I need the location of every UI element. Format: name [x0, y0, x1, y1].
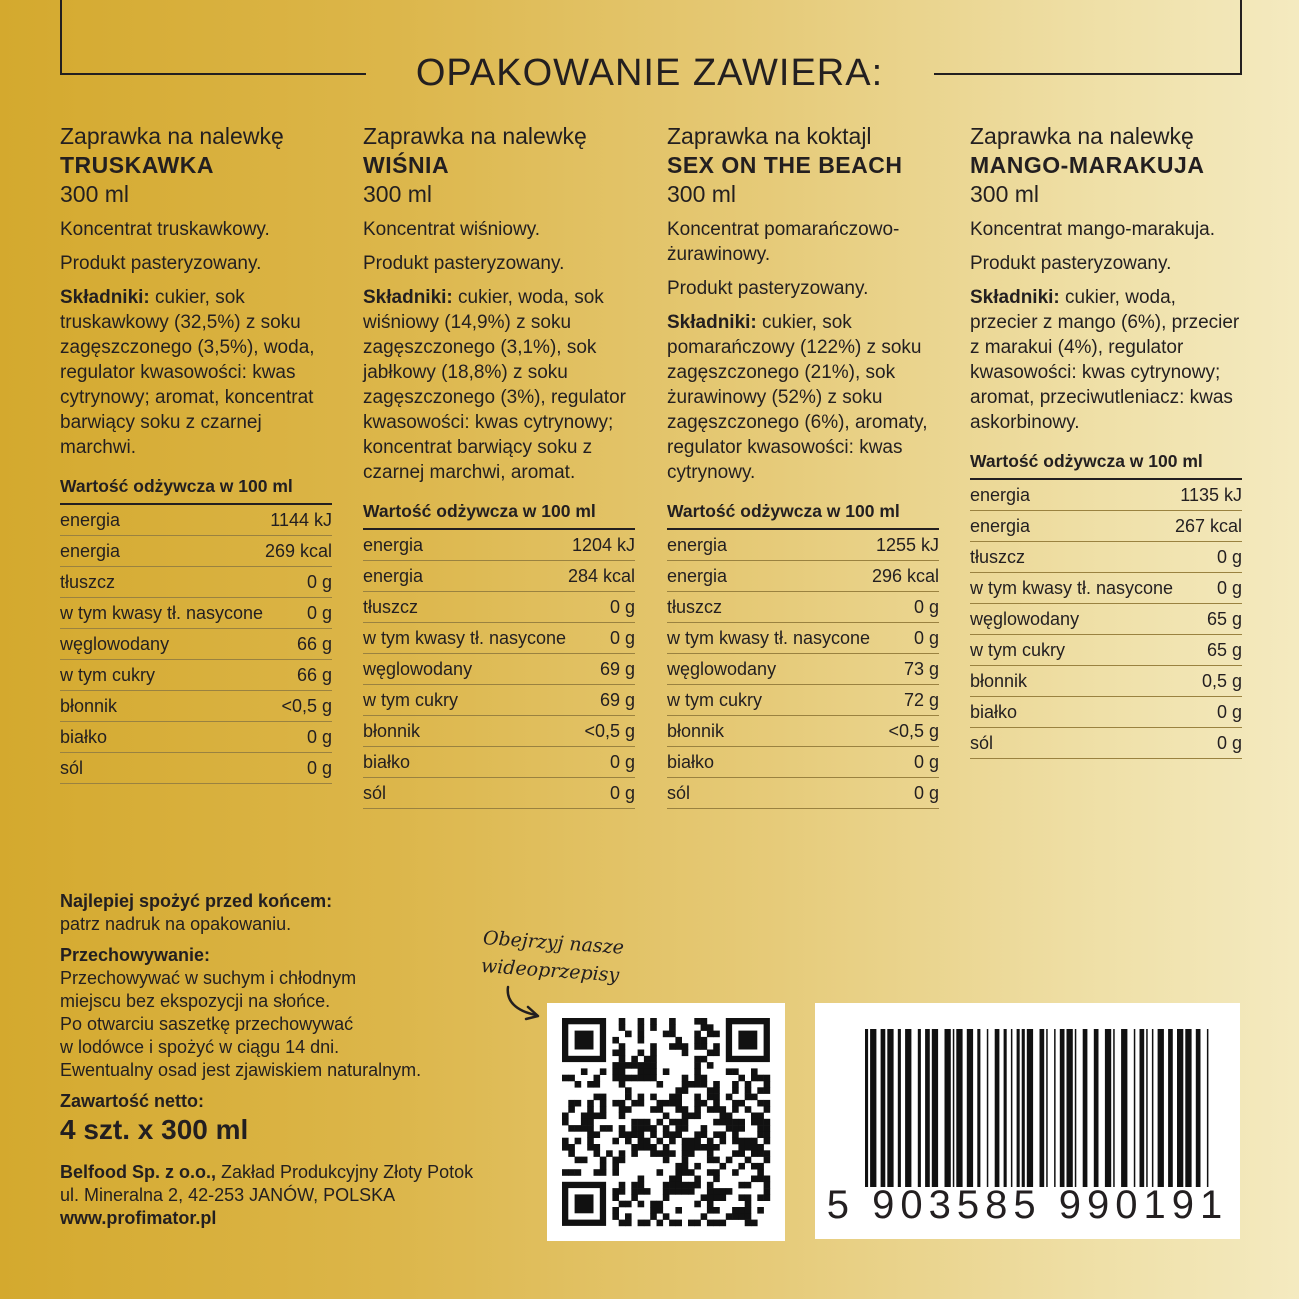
- nutrient-label: energia: [60, 510, 121, 530]
- nutrient-label: tłuszcz: [363, 597, 419, 617]
- product-pasteurized: Produkt pasteryzowany.: [667, 278, 869, 299]
- product-type: Zaprawka na koktajl: [667, 123, 872, 149]
- product-name: TRUSKAWKA: [60, 152, 214, 178]
- nutrition-row: [60, 598, 332, 629]
- nutrition-row: [363, 747, 635, 778]
- nutrient-label: błonnik: [60, 696, 118, 716]
- ingredients-text: cukier, sok truskawkowy (32,5%) z soku zagęszczonego (3,5%), woda, regulator kwasowości: kwas cytrynowy; aromat, koncentrat barwiący soku z czarnej marchwi.: [60, 287, 315, 458]
- product-pasteurized: Produkt pasteryzowany.: [363, 253, 565, 274]
- nutrient-label: energia: [363, 566, 424, 586]
- storage-line: Przechowywać w suchym i chłodnym: [60, 968, 357, 988]
- nutrient-value: 73 g: [903, 659, 939, 679]
- nutrient-value: 1135 kJ: [1180, 485, 1242, 505]
- website-link[interactable]: www.profimator.pl: [60, 1208, 217, 1228]
- nutrition-row: [970, 511, 1242, 542]
- nutrient-value: 0 g: [913, 783, 939, 803]
- nutrient-value: 0,5 g: [1201, 671, 1242, 691]
- nutrient-label: tłuszcz: [970, 547, 1026, 567]
- nutrition-row: [60, 722, 332, 753]
- product-column: [970, 122, 1242, 759]
- nutrition-row: [970, 635, 1242, 666]
- qr-code[interactable]: [547, 1003, 785, 1241]
- nutrient-value: 267 kcal: [1174, 516, 1242, 536]
- storage-line: w lodówce i spożyć w ciągu 14 dni.: [60, 1037, 340, 1057]
- storage-line: Po otwarciu saszetkę przechowywać: [60, 1014, 354, 1034]
- company-plant: Zakład Produkcyjny Złoty Potok: [216, 1162, 474, 1182]
- ingredients-text: cukier, woda, przecier z mango (6%), przecier z marakui (4%), regulator kwasowości: kwas cytrynowy; aromat, przeciwutleniacz: kwas askorbinowy.: [970, 287, 1240, 433]
- product-pasteurized: Produkt pasteryzowany.: [60, 253, 262, 274]
- nutrient-label: energia: [970, 516, 1031, 536]
- ingredients-text: cukier, sok pomarańczowy (122%) z soku zagęszczonego (21%), sok żurawinowy (52%) z soku zagęszczonego (6%), aromaty, regulator kwasowości: kwas cytrynowy.: [667, 312, 928, 483]
- nutrient-value: 66 g: [296, 665, 332, 685]
- nutrition-row: [363, 654, 635, 685]
- ingredients-label: Składniki:: [970, 287, 1060, 308]
- product-ingredients: [667, 310, 939, 485]
- net-value: 4 szt. x 300 ml: [60, 1114, 249, 1145]
- product-concentrate: Koncentrat wiśniowy.: [363, 219, 541, 240]
- nutrient-value: 69 g: [599, 659, 635, 679]
- nutrition-row: [970, 480, 1242, 511]
- product-type: Zaprawka na nalewkę: [363, 123, 587, 149]
- nutrient-label: energia: [363, 535, 424, 555]
- nutrient-value: <0,5 g: [888, 721, 939, 741]
- nutrient-label: węglowodany: [970, 609, 1080, 629]
- video-note-line: Obejrzyj nasze: [482, 926, 625, 959]
- arrow-icon: [502, 985, 546, 1021]
- nutrient-label: w tym cukry: [970, 640, 1066, 660]
- video-note-line: wideoprzepisy: [480, 954, 620, 987]
- nutrient-value: <0,5 g: [584, 721, 635, 741]
- qr-code-graphic: [547, 1003, 785, 1241]
- ingredients-label: Składniki:: [667, 312, 757, 333]
- nutrient-value: 0 g: [609, 783, 635, 803]
- nutrition-row: [970, 542, 1242, 573]
- nutrition-row: [363, 561, 635, 592]
- product-column: [60, 122, 332, 784]
- best-before-label: Najlepiej spożyć przed końcem:: [60, 891, 333, 911]
- nutrient-label: energia: [60, 541, 121, 561]
- company-name: Belfood Sp. z o.o.,: [60, 1162, 216, 1182]
- nutrient-label: w tym kwasy tł. nasycone: [667, 628, 871, 648]
- nutrition-header: Wartość odżywcza w 100 ml: [970, 449, 1242, 480]
- nutrient-label: w tym cukry: [363, 690, 459, 710]
- nutrition-row: [60, 629, 332, 660]
- nutrition-row: [667, 747, 939, 778]
- nutrient-label: w tym cukry: [60, 665, 156, 685]
- video-note: [480, 924, 625, 990]
- nutrient-value: 0 g: [306, 603, 332, 623]
- nutrition-header: Wartość odżywcza w 100 ml: [667, 499, 939, 530]
- page-title: OPAKOWANIE ZAWIERA:: [415, 52, 884, 94]
- nutrient-value: 66 g: [296, 634, 332, 654]
- nutrition-row: [667, 685, 939, 716]
- nutrition-table: [363, 499, 635, 809]
- nutrition-table: [970, 449, 1242, 759]
- product-volume: 300 ml: [970, 181, 1040, 207]
- nutrient-label: węglowodany: [667, 659, 777, 679]
- nutrition-table: [60, 474, 332, 784]
- best-before-text: patrz nadruk na opakowaniu.: [60, 914, 292, 934]
- product-type: Zaprawka na nalewkę: [60, 123, 284, 149]
- product-volume: 300 ml: [363, 181, 433, 207]
- nutrition-row: [60, 691, 332, 722]
- nutrient-label: błonnik: [970, 671, 1028, 691]
- nutrition-row: [363, 685, 635, 716]
- nutrient-value: 0 g: [609, 628, 635, 648]
- nutrition-row: [667, 561, 939, 592]
- nutrient-label: węglowodany: [363, 659, 473, 679]
- nutrient-label: sól: [363, 783, 387, 803]
- nutrient-label: energia: [970, 485, 1031, 505]
- nutrient-value: 0 g: [306, 572, 332, 592]
- nutrition-row: [667, 592, 939, 623]
- nutrition-row: [667, 778, 939, 809]
- nutrient-value: 0 g: [609, 597, 635, 617]
- nutrition-row: [667, 530, 939, 561]
- nutrient-label: w tym cukry: [667, 690, 763, 710]
- nutrient-value: 1255 kJ: [875, 535, 939, 555]
- nutrient-label: energia: [667, 566, 728, 586]
- nutrition-row: [363, 778, 635, 809]
- net-label: Zawartość netto:: [60, 1091, 205, 1111]
- nutrition-row: [667, 623, 939, 654]
- nutrition-row: [60, 505, 332, 536]
- nutrient-value: 69 g: [599, 690, 635, 710]
- nutrient-value: 72 g: [903, 690, 939, 710]
- nutrient-label: energia: [667, 535, 728, 555]
- product-volume: 300 ml: [667, 181, 737, 207]
- nutrient-value: 269 kcal: [264, 541, 332, 561]
- storage-line: miejscu bez ekspozycji na słońce.: [60, 991, 331, 1011]
- product-name: WIŚNIA: [363, 152, 450, 178]
- barcode: [815, 1003, 1240, 1239]
- nutrition-row: [970, 666, 1242, 697]
- nutrient-label: błonnik: [667, 721, 725, 741]
- nutrient-label: białko: [970, 702, 1018, 722]
- product-pasteurized: Produkt pasteryzowany.: [970, 253, 1172, 274]
- nutrient-value: 0 g: [306, 758, 332, 778]
- product-concentrate: Koncentrat pomarańczowo-żurawinowy.: [667, 219, 900, 265]
- nutrition-row: [970, 728, 1242, 759]
- nutrition-row: [667, 716, 939, 747]
- barcode-bars: [815, 1003, 1240, 1203]
- nutrient-label: sól: [970, 733, 994, 753]
- nutrition-row: [60, 567, 332, 598]
- product-concentrate: Koncentrat truskawkowy.: [60, 219, 270, 240]
- nutrient-value: <0,5 g: [281, 696, 332, 716]
- nutrient-value: 0 g: [609, 752, 635, 772]
- nutrient-label: w tym kwasy tł. nasycone: [970, 578, 1174, 598]
- nutrient-value: 0 g: [913, 752, 939, 772]
- product-type: Zaprawka na nalewkę: [970, 123, 1194, 149]
- nutrition-row: [363, 716, 635, 747]
- product-volume: 300 ml: [60, 181, 130, 207]
- ingredients-text: cukier, woda, sok wiśniowy (14,9%) z soku zagęszczonego (3,1%), sok jabłkowy (18,8%) z soku zagęszczonego (3%), regulator kwasowości: kwas cytrynowy; koncentrat barwiący soku z czarnej marchwi, aromat.: [363, 287, 626, 483]
- nutrient-value: 0 g: [1216, 547, 1242, 567]
- nutrition-row: [363, 530, 635, 561]
- nutrient-label: białko: [363, 752, 411, 772]
- nutrient-label: w tym kwasy tł. nasycone: [363, 628, 567, 648]
- storage-block: [60, 944, 530, 1082]
- nutrition-row: [60, 753, 332, 784]
- nutrient-value: 0 g: [1216, 702, 1242, 722]
- nutrition-row: [60, 536, 332, 567]
- nutrient-value: 0 g: [306, 727, 332, 747]
- nutrient-label: białko: [667, 752, 715, 772]
- storage-line: Ewentualny osad jest zjawiskiem naturalnym.: [60, 1060, 422, 1080]
- barcode-number: 5 903585 990191: [826, 1183, 1229, 1227]
- product-name: SEX ON THE BEACH: [667, 152, 903, 178]
- nutrient-value: 0 g: [1216, 733, 1242, 753]
- nutrition-row: [970, 573, 1242, 604]
- product-ingredients: [363, 285, 635, 485]
- product-column: [667, 122, 939, 809]
- nutrient-value: 0 g: [913, 597, 939, 617]
- storage-label: Przechowywanie:: [60, 945, 211, 965]
- nutrient-value: 65 g: [1206, 609, 1242, 629]
- company-address: ul. Mineralna 2, 42-253 JANÓW, POLSKA: [60, 1185, 396, 1205]
- nutrient-value: 296 kcal: [871, 566, 939, 586]
- nutrient-label: tłuszcz: [667, 597, 723, 617]
- nutrition-row: [970, 697, 1242, 728]
- product-ingredients: [60, 285, 332, 460]
- nutrition-header: Wartość odżywcza w 100 ml: [363, 499, 635, 530]
- ingredients-label: Składniki:: [363, 287, 453, 308]
- nutrition-row: [667, 654, 939, 685]
- nutrient-label: białko: [60, 727, 108, 747]
- product-concentrate: Koncentrat mango-marakuja.: [970, 219, 1216, 240]
- nutrition-header: Wartość odżywcza w 100 ml: [60, 474, 332, 505]
- nutrient-label: węglowodany: [60, 634, 170, 654]
- nutrition-row: [363, 592, 635, 623]
- nutrient-value: 65 g: [1206, 640, 1242, 660]
- nutrition-row: [60, 660, 332, 691]
- nutrient-value: 0 g: [913, 628, 939, 648]
- product-name: MANGO-MARAKUJA: [970, 152, 1205, 178]
- nutrient-label: błonnik: [363, 721, 421, 741]
- nutrient-value: 1144 kJ: [270, 510, 332, 530]
- nutrient-value: 0 g: [1216, 578, 1242, 598]
- ingredients-label: Składniki:: [60, 287, 150, 308]
- nutrition-row: [970, 604, 1242, 635]
- info-section: [60, 890, 530, 1238]
- nutrition-table: [667, 499, 939, 809]
- nutrient-label: w tym kwasy tł. nasycone: [60, 603, 264, 623]
- nutrition-row: [363, 623, 635, 654]
- nutrient-label: tłuszcz: [60, 572, 116, 592]
- product-column: [363, 122, 635, 809]
- nutrient-label: sól: [667, 783, 691, 803]
- nutrient-value: 1204 kJ: [571, 535, 635, 555]
- product-ingredients: [970, 285, 1242, 435]
- nutrient-value: 284 kcal: [567, 566, 635, 586]
- nutrient-label: sól: [60, 758, 84, 778]
